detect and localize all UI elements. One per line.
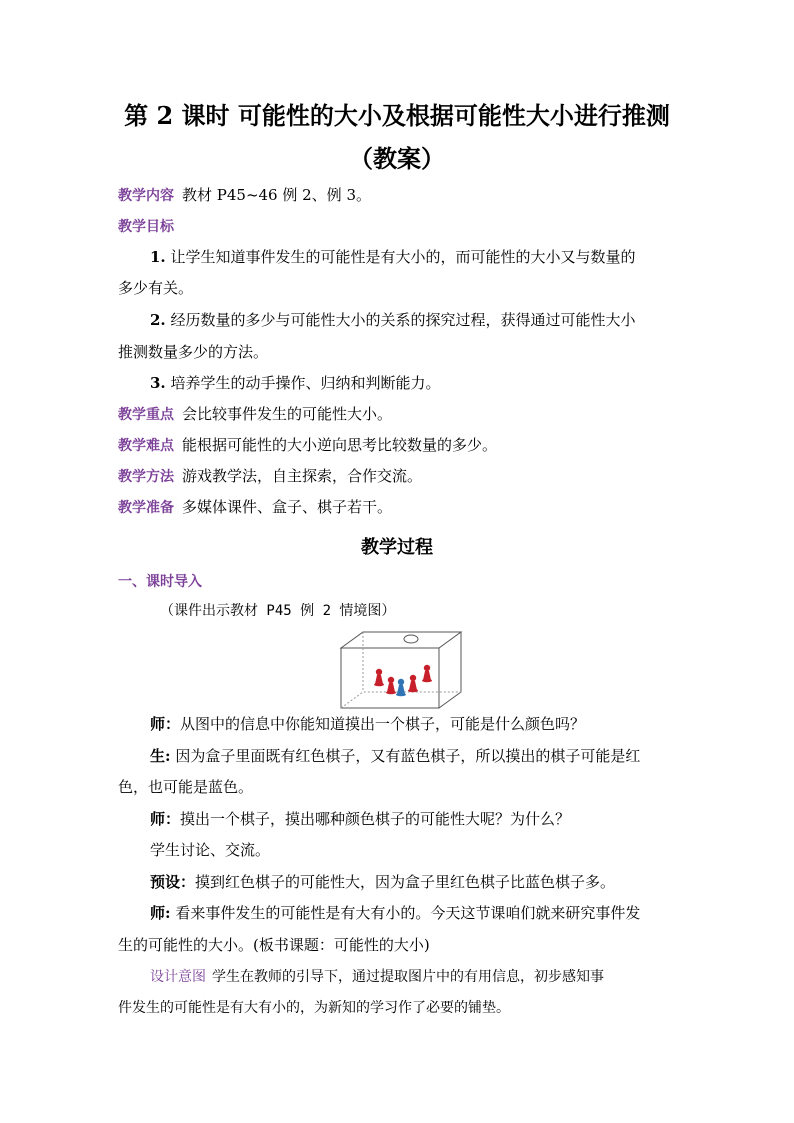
design-intent-label: 设计意图 xyxy=(150,969,206,985)
goal-2-line-2: 推测数量多少的方法。 xyxy=(118,343,269,361)
goal-1-line-2: 多少有关。 xyxy=(118,279,194,297)
goal-3-number: 3. xyxy=(150,374,166,392)
design-intent-text-1: 学生在教师的引导下，通过提取图片中的有用信息，初步感知事 xyxy=(212,969,604,985)
figure-caption-note: （课件出示教材 P45 例 2 情境图） xyxy=(160,603,396,619)
key-point-label: 教学重点 xyxy=(118,407,174,423)
teacher-speaker-3: 师: xyxy=(150,904,171,922)
student-discussion: 学生讨论、交流。 xyxy=(150,841,271,859)
teaching-goals-label: 教学目标 xyxy=(118,219,174,235)
teaching-content-label: 教学内容 xyxy=(118,188,174,204)
box-hole xyxy=(404,635,418,643)
student-line-1a: 因为盒子里面既有红色棋子，又有蓝色棋子，所以摸出的棋子可能是红 xyxy=(170,747,641,765)
section-1-heading: 一、课时导入 xyxy=(118,574,202,590)
goal-3-line xyxy=(150,372,678,394)
teacher-speaker-1: 师： xyxy=(150,715,181,733)
method-text: 游戏教学法，自主探索，合作交流。 xyxy=(182,467,423,485)
method-row xyxy=(118,465,678,488)
difficulty-row xyxy=(118,434,678,457)
lesson-title: 第 2 课时 可能性的大小及根据可能性大小进行推测 xyxy=(124,101,670,130)
student-speaker-1: 生: xyxy=(150,747,171,765)
student-line-1b: 色，也可能是蓝色。 xyxy=(118,778,254,796)
key-point-text: 会比较事件发生的可能性大小。 xyxy=(182,405,393,423)
design-intent-text-2: 件发生的可能性是有大有小的，为新知的学习作了必要的铺垫。 xyxy=(118,1000,510,1016)
lesson-title-subtitle: （教案） xyxy=(349,144,445,173)
process-heading: 教学过程 xyxy=(361,537,433,558)
teacher-speaker-2: 师： xyxy=(150,810,181,828)
difficulty-text: 能根据可能性的大小逆向思考比较数量的多少。 xyxy=(182,436,498,454)
goal-2-number: 2. xyxy=(150,311,166,329)
preparation-row xyxy=(118,496,678,519)
difficulty-label: 教学难点 xyxy=(118,438,174,454)
preset-text: 摸到红色棋子的可能性大，因为盒子里红色棋子比蓝色棋子多。 xyxy=(195,873,616,891)
box-side-edge xyxy=(439,632,461,708)
dialogue-teacher-1 xyxy=(150,713,678,735)
dialogue-teacher-2 xyxy=(150,808,678,830)
method-label: 教学方法 xyxy=(118,469,174,485)
preset-label: 预设： xyxy=(150,873,196,891)
goal-2-line-1 xyxy=(150,309,678,331)
dialogue-student-1 xyxy=(150,745,678,767)
red-piece-3 xyxy=(408,675,418,693)
teacher-line-3a: 看来事件发生的可能性是有大有小的。今天这节课咱们就来研究事件发 xyxy=(170,904,641,922)
goal-3-text: 培养学生的动手操作、归纳和判断能力。 xyxy=(170,374,441,392)
red-piece-1 xyxy=(374,669,384,687)
teacher-line-3b: 生的可能性的大小。(板书课题：可能性的大小) xyxy=(118,936,430,954)
red-piece-2 xyxy=(386,677,396,695)
teacher-line-2: 摸出一个棋子，摸出哪种颜色棋子的可能性大呢？为什么？ xyxy=(180,810,571,828)
teaching-content-text: 教材 P45~46 例 2、例 3。 xyxy=(182,186,371,204)
box-top-face xyxy=(341,632,461,648)
blue-piece-1 xyxy=(396,679,406,697)
teaching-goals-row xyxy=(118,215,678,238)
goal-1-number: 1. xyxy=(150,248,166,266)
box-with-chess-pieces-figure xyxy=(339,630,463,710)
teacher-line-1: 从图中的信息中你能知道摸出一个棋子，可能是什么颜色吗？ xyxy=(180,715,586,733)
goal-1-line-1 xyxy=(150,246,678,268)
preparation-text: 多媒体课件、盒子、棋子若干。 xyxy=(182,498,393,516)
design-intent-row xyxy=(150,966,678,988)
teaching-content-row xyxy=(118,184,678,207)
dialogue-preset xyxy=(150,871,678,893)
section-1-heading-row xyxy=(118,570,678,593)
red-piece-4 xyxy=(422,665,432,683)
preparation-label: 教学准备 xyxy=(118,500,174,516)
dialogue-teacher-3 xyxy=(150,902,678,924)
goal-1-text: 让学生知道事件发生的可能性是有大小的，而可能性的大小又与数量的 xyxy=(170,248,636,266)
goal-2-text: 经历数量的多少与可能性大小的关系的探究过程，获得通过可能性大小 xyxy=(170,311,636,329)
key-point-row xyxy=(118,403,678,426)
